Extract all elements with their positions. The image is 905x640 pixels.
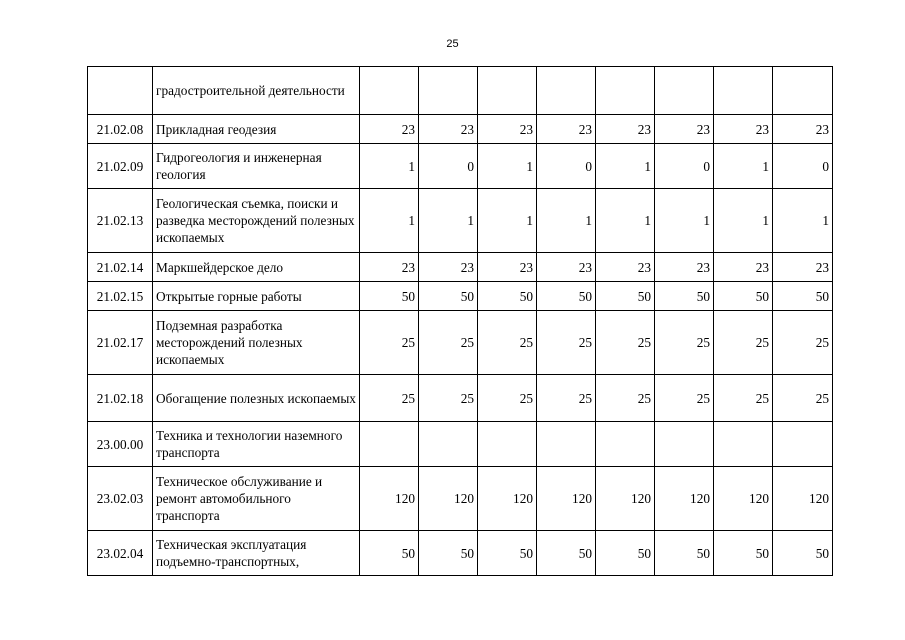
table-row [88,282,833,311]
row-value-1 [360,67,419,115]
row-value-2: 23 [419,115,478,144]
row-code: 21.02.18 [88,375,153,422]
row-value-7: 120 [714,467,773,531]
row-value-5: 25 [596,375,655,422]
table-row [88,189,833,253]
row-value-2 [419,422,478,467]
row-value-4: 120 [537,467,596,531]
row-value-8: 50 [773,282,833,311]
row-name: Техническая эксплуатация подъемно-транспортных, [153,531,360,576]
table-row [88,311,833,375]
row-value-2: 25 [419,375,478,422]
row-value-1: 23 [360,253,419,282]
row-value-5: 1 [596,189,655,253]
row-value-4 [537,422,596,467]
row-value-5: 1 [596,144,655,189]
row-value-3: 1 [478,144,537,189]
row-value-1: 23 [360,115,419,144]
row-value-7: 23 [714,253,773,282]
row-code: 21.02.08 [88,115,153,144]
row-value-8: 0 [773,144,833,189]
table-row [88,253,833,282]
row-value-8: 23 [773,253,833,282]
row-name: градостроительной деятельности [153,67,360,115]
row-value-2: 50 [419,531,478,576]
table-row [88,67,833,115]
row-value-3: 25 [478,311,537,375]
row-value-3: 1 [478,189,537,253]
row-value-7: 23 [714,115,773,144]
row-value-7 [714,67,773,115]
row-value-2: 0 [419,144,478,189]
row-value-5: 23 [596,253,655,282]
row-value-5: 50 [596,531,655,576]
row-value-2: 23 [419,253,478,282]
row-value-3 [478,67,537,115]
table-row [88,375,833,422]
row-value-1: 50 [360,282,419,311]
row-name: Открытые горные работы [153,282,360,311]
row-code: 23.02.04 [88,531,153,576]
row-name: Техника и технологии наземного транспорта [153,422,360,467]
row-code: 21.02.09 [88,144,153,189]
page-number: 25 [446,38,459,50]
row-code: 21.02.17 [88,311,153,375]
row-value-8: 120 [773,467,833,531]
row-value-8: 25 [773,311,833,375]
row-value-3: 23 [478,253,537,282]
row-value-7: 1 [714,189,773,253]
row-code [88,67,153,115]
row-name: Обогащение полезных ископаемых [153,375,360,422]
row-value-6: 23 [655,115,714,144]
row-value-5 [596,422,655,467]
row-value-8 [773,67,833,115]
row-value-6: 120 [655,467,714,531]
row-value-6: 50 [655,531,714,576]
row-value-3: 50 [478,282,537,311]
row-value-7 [714,422,773,467]
row-value-4: 23 [537,253,596,282]
row-value-5: 50 [596,282,655,311]
row-value-4: 25 [537,375,596,422]
row-value-1: 25 [360,375,419,422]
row-code: 21.02.15 [88,282,153,311]
row-value-2: 1 [419,189,478,253]
row-value-4 [537,67,596,115]
table-row [88,467,833,531]
row-value-5: 25 [596,311,655,375]
row-value-3: 23 [478,115,537,144]
row-value-5: 23 [596,115,655,144]
row-value-3: 25 [478,375,537,422]
row-code: 23.02.03 [88,467,153,531]
row-value-6: 25 [655,375,714,422]
row-value-8: 50 [773,531,833,576]
quota-table [87,66,833,576]
row-code: 21.02.13 [88,189,153,253]
row-name: Прикладная геодезия [153,115,360,144]
row-value-7: 25 [714,375,773,422]
row-name: Гидрогеология и инженерная геология [153,144,360,189]
row-value-1: 1 [360,189,419,253]
row-value-8: 25 [773,375,833,422]
row-value-7: 50 [714,531,773,576]
row-value-8: 1 [773,189,833,253]
row-value-2: 25 [419,311,478,375]
row-name: Маркшейдерское дело [153,253,360,282]
table-row [88,531,833,576]
row-code: 23.00.00 [88,422,153,467]
row-value-1: 120 [360,467,419,531]
row-value-1: 1 [360,144,419,189]
row-value-8 [773,422,833,467]
row-value-2: 50 [419,282,478,311]
row-name: Техническое обслуживание и ремонт автомобильного транспорта [153,467,360,531]
row-value-7: 1 [714,144,773,189]
row-value-1: 25 [360,311,419,375]
table-row [88,422,833,467]
row-value-4: 25 [537,311,596,375]
table-row [88,115,833,144]
row-name: Геологическая съемка, поиски и разведка месторождений полезных ископаемых [153,189,360,253]
row-value-4: 50 [537,531,596,576]
row-value-4: 50 [537,282,596,311]
row-value-8: 23 [773,115,833,144]
row-value-6: 1 [655,189,714,253]
row-value-7: 25 [714,311,773,375]
row-value-6 [655,422,714,467]
table-row [88,144,833,189]
row-value-6: 25 [655,311,714,375]
row-value-3: 50 [478,531,537,576]
row-value-3 [478,422,537,467]
row-value-6 [655,67,714,115]
row-value-3: 120 [478,467,537,531]
row-value-1 [360,422,419,467]
row-value-4: 23 [537,115,596,144]
row-value-6: 23 [655,253,714,282]
row-value-7: 50 [714,282,773,311]
row-value-1: 50 [360,531,419,576]
row-value-6: 0 [655,144,714,189]
row-value-4: 1 [537,189,596,253]
row-value-5: 120 [596,467,655,531]
row-value-2: 120 [419,467,478,531]
row-value-2 [419,67,478,115]
row-name: Подземная разработка месторождений полезных ископаемых [153,311,360,375]
table-body [88,67,833,576]
row-code: 21.02.14 [88,253,153,282]
row-value-4: 0 [537,144,596,189]
row-value-6: 50 [655,282,714,311]
row-value-5 [596,67,655,115]
